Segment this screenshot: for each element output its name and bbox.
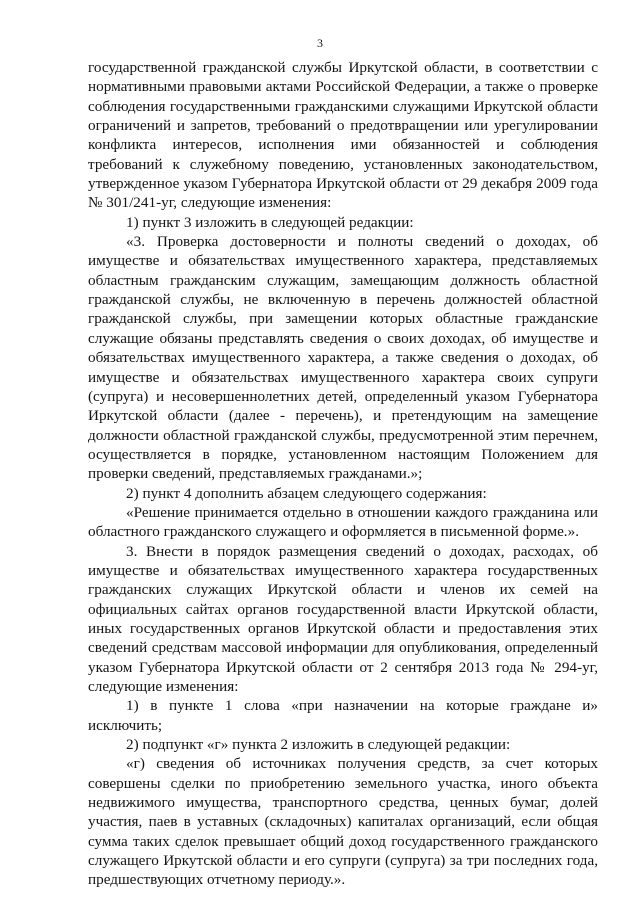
- paragraph-section-3: 3. Внести в порядок размещения сведений о доходах, расходах, об имуществе и обязательствах имущественного характера государственных гражданских служащих Иркутской области и членов их семей на официальных сайтах органов государственной власти Иркутской области, иных государственных органов Иркутской области и предоставления этих сведений средствам массовой информации для опубликования, определенный указом Губернатора Иркутской области от 2 сентября 2013 года № 294-уг, следующие изменения:: [88, 542, 598, 695]
- paragraph-quoted-decision: «Решение принимается отдельно в отношении каждого гражданина или областного гражданского служащего и оформляется в письменной форме.».: [88, 503, 598, 541]
- paragraph-item-2: 2) пункт 4 дополнить абзацем следующего содержания:: [126, 484, 487, 502]
- paragraph-section-3-item-2: 2) подпункт «г» пункта 2 изложить в следующей редакции:: [126, 736, 511, 754]
- paragraph-section-3-item-1: 1) в пункте 1 слова «при назначении на которые граждане и» исключить;: [88, 697, 598, 734]
- paragraph-preamble-continuation: государственной гражданской службы Иркутской области, в соответствии с нормативными правовыми актами Российской Федерации, а также о проверке соблюдения государственными гражданскими служащими Иркутской области ограничений и запретов, требований о предотвращении или урегулировании конфликта интересов, исполнения ими обязанностей и соблюдения требований к служебному поведению, установленных законодательством, утвержденное указом Губернатора Иркутской области от 29 декабря 2009 года № 301/241-уг, следующие изменения:: [88, 59, 598, 212]
- paragraph-item-1: 1) пункт 3 изложить в следующей редакции:: [126, 213, 414, 231]
- paragraph-quoted-point-3: «3. Проверка достоверности и полноты сведений о доходах, об имуществе и обязательствах имущественного характера, представляемых областным гражданским служащим, замещающим должность областной гражданской службы, не включенную в перечень должностей областной гражданской службы, при замещении которых областные гражданские служащие обязаны представлять сведения о своих доходах, об имуществе и обязательствах имущественного характера, а также сведения о доходах, об имуществе и обязательствах имущественного характера своих супруги (супруга) и несовершеннолетних детей, определенный указом Губернатора Иркутской области (далее - перечень), и претендующим на замещение должности областной гражданской службы, предусмотренной этим перечнем, осуществляется в порядке, установленном настоящим Положением для проверки сведений, представляемых гражданами.»;: [88, 233, 598, 483]
- page-number: 3: [317, 36, 323, 50]
- paragraph-quoted-subpoint-g: «г) сведения об источниках получения средств, за счет которых совершены сделки по приобретению земельного участка, иного объекта недвижимого имущества, транспортного средства, ценных бумаг, долей участия, паев в уставных (складочных) капиталах организаций, если общая сумма таких сделок превышает общий доход государственного гражданского служащего Иркутской области и его супруги (супруга) за три последних года, предшествующих отчетному периоду.».: [88, 755, 598, 889]
- document-body: [88, 58, 598, 890]
